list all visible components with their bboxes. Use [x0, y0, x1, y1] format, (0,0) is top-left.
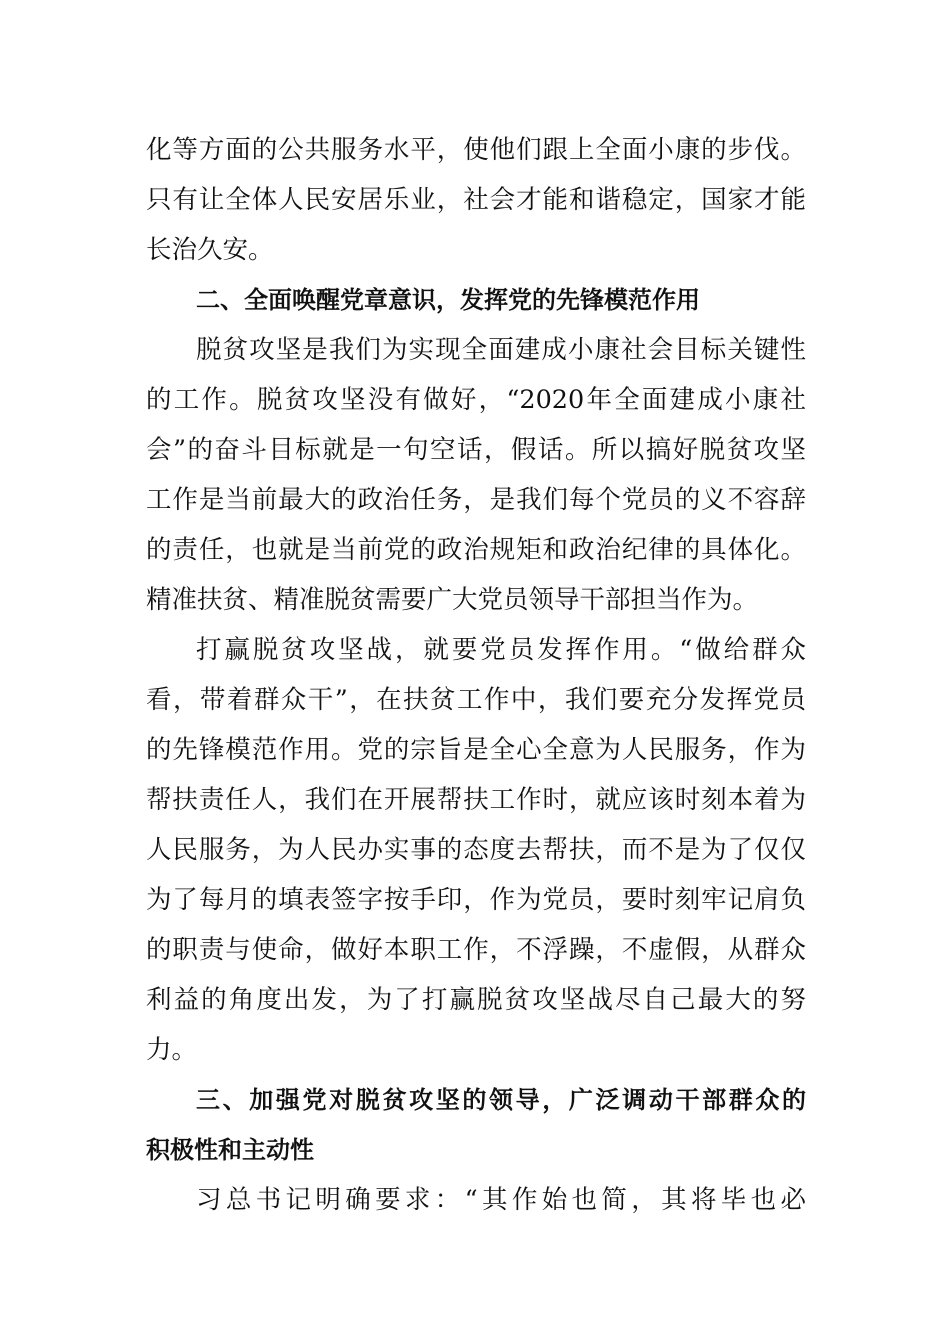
text-line: 打赢脱贫攻坚战，就要党员发挥作用。“做给群众	[196, 635, 806, 665]
text-line: 帮扶责任人，我们在开展帮扶工作时，就应该时刻本着为	[146, 785, 806, 815]
text-line: 会”的奋斗目标就是一句空话，假话。所以搞好脱贫攻坚	[146, 435, 806, 465]
text-line: 看，带着群众干”，在扶贫工作中，我们要充分发挥党员	[146, 685, 806, 715]
section-heading-3: 三、加强党对脱贫攻坚的领导，广泛调动干部群众的	[196, 1086, 806, 1114]
text-line: 力。	[146, 1035, 198, 1065]
text-line: 脱贫攻坚是我们为实现全面建成小康社会目标关键性	[196, 335, 806, 365]
text-line: 长治久安。	[146, 235, 274, 265]
text-line: 的工作。脱贫攻坚没有做好，“2020年全面建成小康社	[146, 385, 806, 415]
text-line: 人民服务，为人民办实事的态度去帮扶，而不是为了仅仅	[146, 835, 806, 865]
text-line: 为了每月的填表签字按手印，作为党员，要时刻牢记肩负	[146, 885, 806, 915]
section-heading-2: 二、全面唤醒党章意识，发挥党的先锋模范作用	[196, 286, 700, 314]
text-line: 的职责与使命，做好本职工作，不浮躁，不虚假，从群众	[146, 935, 806, 965]
text-line: 的先锋模范作用。党的宗旨是全心全意为人民服务，作为	[146, 735, 806, 765]
text-line: 化等方面的公共服务水平，使他们跟上全面小康的步伐。	[146, 135, 806, 165]
text-line: 利益的角度出发，为了打赢脱贫攻坚战尽自己最大的努	[146, 985, 806, 1015]
text-line: 精准扶贫、精准脱贫需要广大党员领导干部担当作为。	[146, 585, 759, 615]
section-heading-3-cont: 积极性和主动性	[146, 1136, 314, 1164]
text-line: 的责任，也就是当前党的政治规矩和政治纪律的具体化。	[146, 535, 806, 565]
text-line: 工作是当前最大的政治任务，是我们每个党员的义不容辞	[146, 485, 806, 515]
text-line: 习总书记明确要求：“其作始也简，其将毕也必	[196, 1185, 806, 1215]
text-line: 只有让全体人民安居乐业，社会才能和谐稳定，国家才能	[146, 185, 806, 215]
